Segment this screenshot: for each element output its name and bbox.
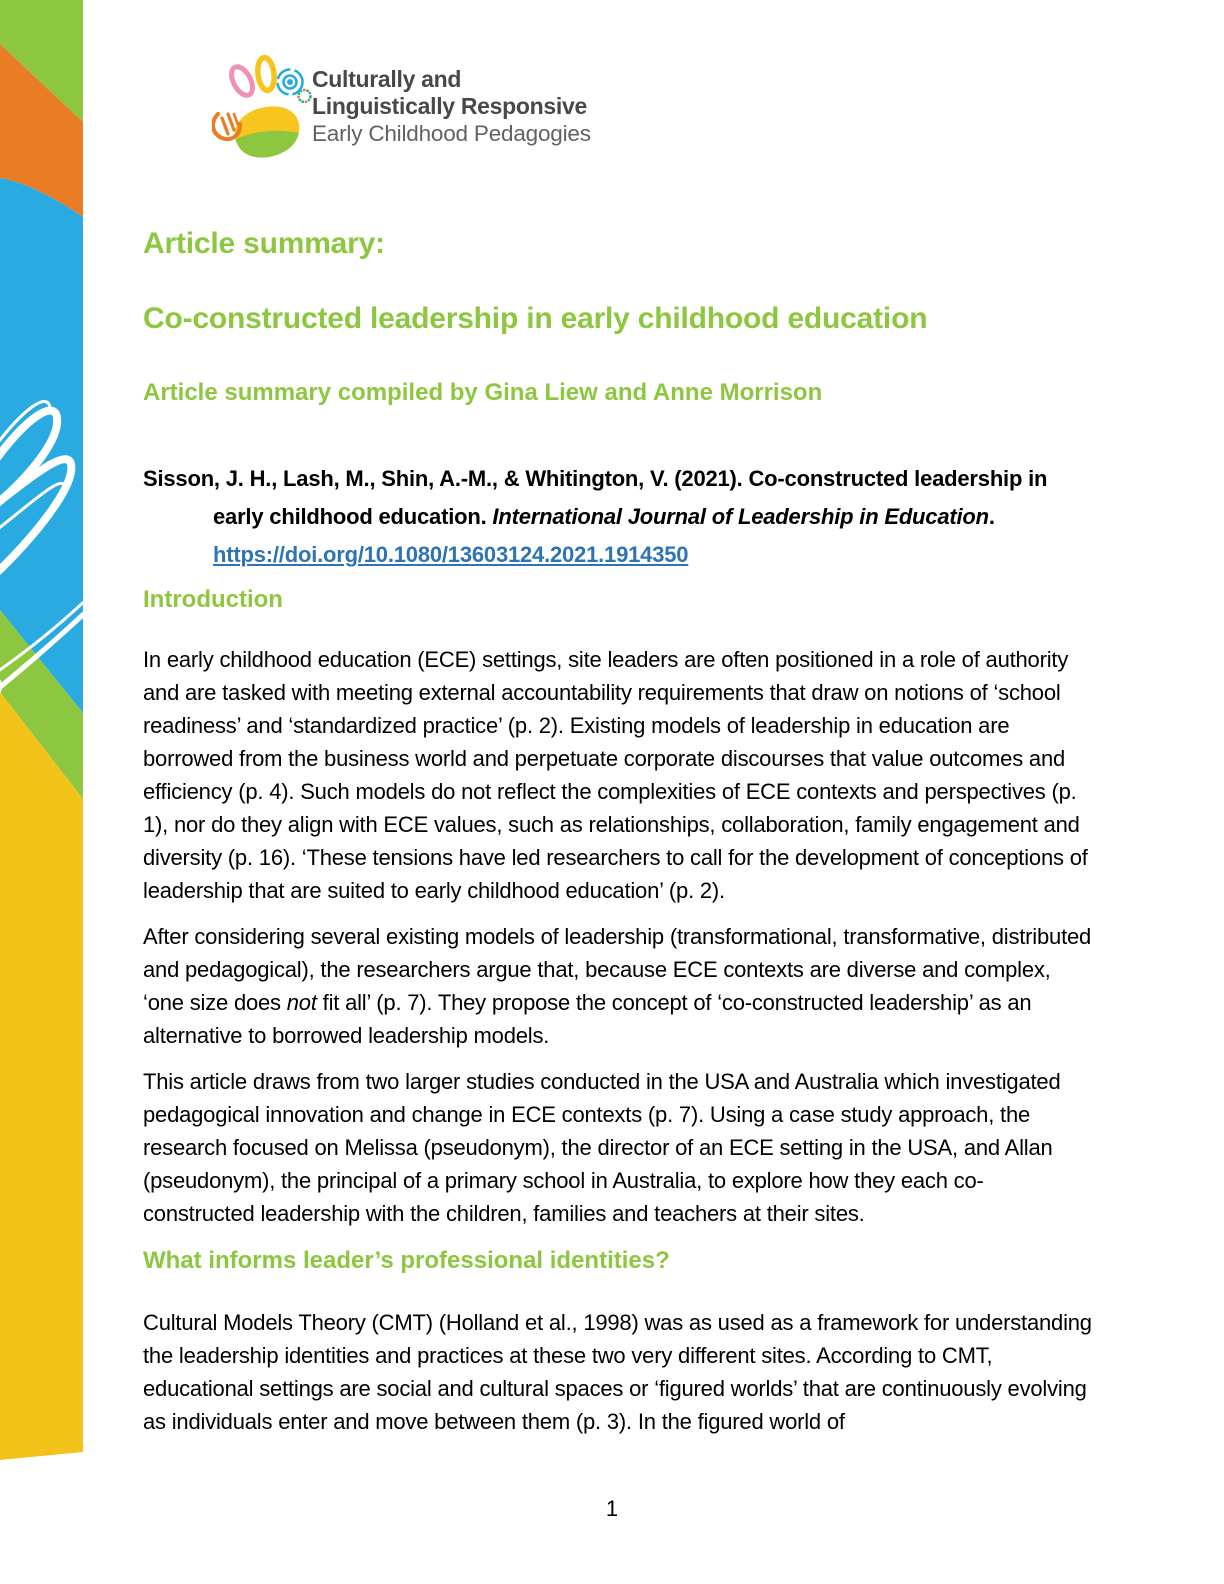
logo-line-1: Culturally and: [312, 66, 462, 92]
thumb-orange-shell: [213, 114, 240, 139]
identities-paragraph-1: Cultural Models Theory (CMT) (Holland et al., 1998) was as used as a framework for understanding the leadership identities and practices at these two very different sites. According to CMT, educational settings are social and cultural spaces or ‘figured worlds’ that are continuously evolving as individuals enter and move between them (p. 3). In the figured world of: [143, 1310, 1092, 1434]
logo-line-2: Linguistically Responsive: [312, 93, 587, 119]
citation-line-3: [143, 536, 1093, 574]
citation-journal-name: International Journal of Leadership in Education: [492, 504, 989, 529]
intro-paragraph-3: This article draws from two larger studies conducted in the USA and Australia which investigated pedagogical innovation and change in ECE contexts (p. 7). Using a case study approach, the research focused on Melissa (pseudonym), the director of an ECE setting in the USA, and Allan (pseudonym), the principal of a primary school in Australia, to explore how they each co-constructed leadership with the children, families and teachers at their sites.: [143, 1069, 1061, 1226]
content-column: [143, 226, 1093, 1451]
finger-dotted-ring: [299, 90, 311, 102]
stripe-yellow-band: [0, 692, 83, 1460]
logo-line-3: Early Childhood Pedagogies: [312, 121, 591, 146]
article-title: Co-constructed leadership in early childhood education: [143, 302, 928, 335]
intro-paragraph-2: [143, 920, 1093, 1052]
citation-line-2-period: .: [988, 504, 995, 529]
section-heading-introduction: Introduction: [143, 586, 283, 613]
citation-block: [143, 460, 1093, 574]
finger-blue-target: [278, 70, 303, 95]
page-title: Article summary:: [143, 227, 385, 260]
section-heading-identities: What informs leader’s professional identities?: [143, 1247, 670, 1274]
page-number: 1: [605, 1496, 619, 1521]
finger-pink-oval: [227, 63, 257, 98]
intro-paragraph-1: In early childhood education (ECE) settings, site leaders are often positioned in a role of authority and are tasked with meeting external accountability requirements that draw on notions of ‘school readiness’ and ‘standardized practice’ (p. 2). Existing models of leadership in education are borrowed from the business world and perpetuate corporate discourses that value outcomes and efficiency (p. 4). Such models do not reflect the complexities of ECE contexts and perspectives (p. 1), nor do they align with ECE values, such as relationships, collaboration, family engagement and diversity (p. 16). ‘These tensions have led researchers to call for the development of conceptions of leadership that are suited to early childhood education’ (p. 2).: [143, 647, 1088, 903]
citation-line-2-text: early childhood education.: [213, 504, 493, 529]
intro-paragraph-2-italic: not: [286, 990, 317, 1015]
citation-line-2: [143, 498, 1093, 536]
byline: Article summary compiled by Gina Liew and Anne Morrison: [143, 379, 823, 406]
doi-link[interactable]: https://doi.org/10.1080/13603124.2021.1914350: [213, 542, 689, 567]
hand-logo-icon: [212, 54, 312, 169]
finger-yellow-oval: [256, 57, 276, 92]
citation-line-1: Sisson, J. H., Lash, M., Shin, A.-M., & Whitington, V. (2021). Co-constructed leadership in: [143, 466, 1048, 491]
intro-paragraph-2-pre: After considering several existing models of leadership (transformational, transformative, distributed and pedagogical), the researchers argue that, because ECE contexts are diverse and complex, ‘one size does: [143, 924, 1092, 1015]
brand-logo-text: [312, 66, 591, 147]
intro-paragraph-2-post: fit all’ (p. 7). They propose the concept of ‘co-constructed leadership’ as an alternative to borrowed leadership models.: [143, 990, 1032, 1048]
decorative-stripe-graphic: [0, 0, 83, 1464]
